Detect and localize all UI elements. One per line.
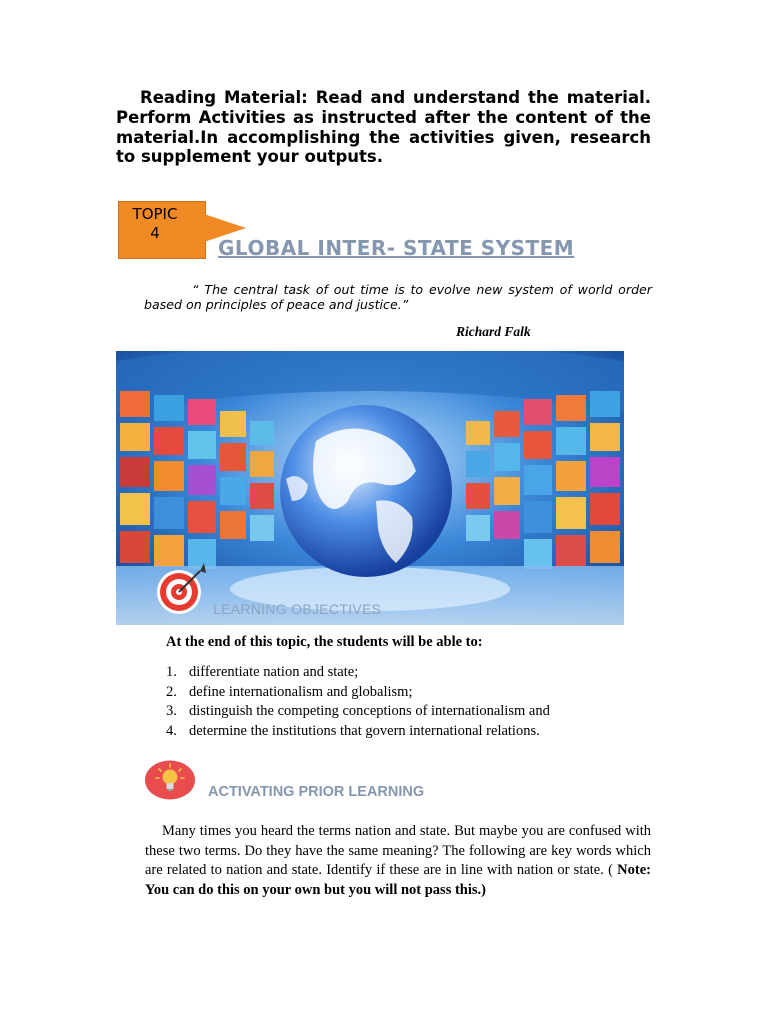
list-number: 4. — [166, 722, 177, 739]
reading-instructions: Reading Material: Read and understand the material. Perform Activities as instructed after the content of the material.In accomplishing the activities given, research to supplement your outputs. — [116, 88, 651, 167]
lightbulb-icon — [145, 760, 195, 800]
activating-prior-learning-label: ACTIVATING PRIOR LEARNING — [208, 784, 425, 800]
list-text: differentiate nation and state; — [189, 664, 359, 680]
list-text: determine the institutions that govern international relations. — [189, 722, 540, 739]
activity-paragraph — [145, 822, 651, 900]
topic-word: TOPIC — [132, 205, 178, 223]
paragraph-note: Note: You can do this on your own but you will not pass this.) — [145, 862, 651, 898]
page-title: GLOBAL INTER- STATE SYSTEM — [218, 236, 575, 260]
list-number: 2. — [166, 683, 177, 700]
topic-label — [122, 205, 188, 243]
list-text: define internationalism and globalism; — [189, 683, 413, 700]
list-number: 3. — [166, 703, 177, 720]
learning-objectives-banner — [116, 351, 624, 625]
list-item — [166, 722, 550, 742]
list-item — [166, 683, 550, 703]
epigraph-quote: “ The central task of out time is to evolve new system of world order based on principles of peace and justice.” — [144, 282, 652, 312]
list-number: 1. — [166, 664, 177, 680]
paragraph-body: Many times you heard the terms nation and state. But maybe you are confused with these two terms. Do they have the same meaning? The following are key words which are related to nation and state. Identify if these are in line with nation or state. ( — [145, 823, 651, 878]
learning-objectives-label: LEARNING OBJECTIVES — [213, 601, 382, 617]
globe-media-wall-image — [116, 351, 624, 625]
topic-number: 4 — [150, 224, 160, 242]
list-text: distinguish the competing conceptions of internationalism and — [189, 703, 550, 720]
list-item — [166, 663, 550, 683]
objectives-list — [166, 663, 550, 741]
quote-author: Richard Falk — [456, 324, 531, 339]
objectives-lead: At the end of this topic, the students will be able to: — [166, 634, 483, 650]
list-item — [166, 702, 550, 722]
